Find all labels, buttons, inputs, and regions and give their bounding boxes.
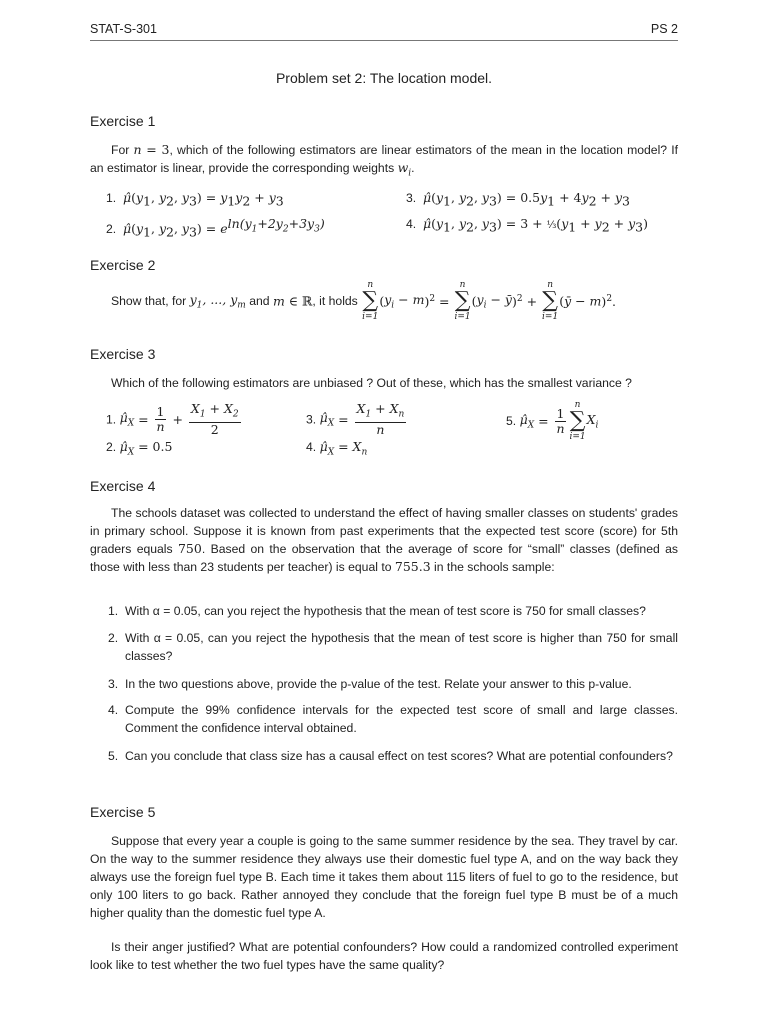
exercise-3-question: Which of the following estimators are unbiased ? Out of these, which has the smallest variance ? — [111, 376, 632, 390]
exercise-3-heading: Exercise 3 — [90, 346, 156, 362]
estimator-ex3-2: 2. $\mû_X = 0.5$ — [106, 439, 173, 458]
exercise-5-paragraph-2: Is their anger justified? What are potential confounders? How could a randomized controlled experiment look like to test whether the two fuel types have the same quality? — [90, 940, 678, 972]
estimator-ex3-5: 5. $\mû_X$ = $\frac{1}{n}$ n ∑ i=1 $X_i$ — [506, 400, 599, 442]
exercise-5-paragraph-1: Suppose that every year a couple is going to the same summer residence by the sea. They travel by car. On the way to the summer residence they always use their domestic fuel type A, and on the way back they always use the foreign fuel type B. Each time it takes them about 115 liters of fuel to go to the residence, but only 100 liters to go back. Rather annoyed they conclude that the foreign fuel type B must be of a much higher quality than the domestic fuel type A. — [90, 834, 678, 920]
estimator-2: 2. $\mû(y_1$, $y_2$, $y_3) = e^{ln(y_1+2y_2+3y_3)}$ — [106, 216, 325, 240]
exercise-1-intro: For n = 3, which of the following estimators are linear estimators of the mean in the location model? If an estimator is linear, provide the corresponding weights $w_i$. — [90, 142, 679, 179]
estimator-4: 4. $\mû(y_1$, $y_2$, $y_3) = 3$ + $\frac{1}{3}(y_1 + y_2 + y_3)$ — [406, 216, 648, 235]
sum-symbol: n ∑ i=1 — [362, 280, 379, 322]
sum-symbol: n ∑ i=1 — [542, 280, 559, 322]
course-code: STAT-S-301 — [90, 22, 157, 36]
exercise-5-heading: Exercise 5 — [90, 804, 156, 820]
page-header — [90, 22, 678, 41]
estimator-3: 3. $\mû(y_1$, $y_2$, $y_3) = 0.5y_1 + 4y_2 + y_3$ — [406, 190, 630, 209]
exercise-2-statement: Show that, for $y_1$, ..., $y_m$ and m ∈ ℝ, it holds n ∑ i=1 $(y_i - m)^2$ = n ∑ i=1 ($y_i$ − ȳ)$^2$ + n ∑ i=1 (ȳ − m)$^2$. — [111, 280, 617, 322]
page-title: Problem set 2: The location model. — [275, 70, 493, 86]
estimator-ex3-1: 1. $\mû_X$ = $\frac{1}{n}$ + $\frac{X_1 + X_2}{2}$ — [106, 401, 239, 437]
exercise-4-intro: The schools dataset was collected to understand the effect of having smaller classes on students' grades in primary school. Suppose it is known from past experiments that the expected test score (score) for 5th graders equals 750. Based on the observation that the average of score for “small” classes (defined as those with less than 23 students per teacher) is equal to 755.3 in the schools sample: — [90, 506, 678, 574]
exercise-2-heading: Exercise 2 — [90, 257, 156, 273]
sum-symbol: n ∑ i=1 — [454, 280, 471, 322]
problem-set-label: PS 2 — [650, 22, 678, 36]
estimator-1: 1. $\mû(y_1$, $y_2$, $y_3) = y_1y_2 + y_3$ — [106, 190, 284, 209]
exercise-1-heading: Exercise 1 — [90, 113, 156, 129]
estimator-ex3-4: 4. $\mû_X = X_n$ — [306, 439, 368, 458]
estimator-ex3-3: 3. $\mû_X$ = $\frac{X_1 + X_n}{n}$ — [306, 401, 405, 437]
exercise-4-heading: Exercise 4 — [90, 478, 156, 494]
